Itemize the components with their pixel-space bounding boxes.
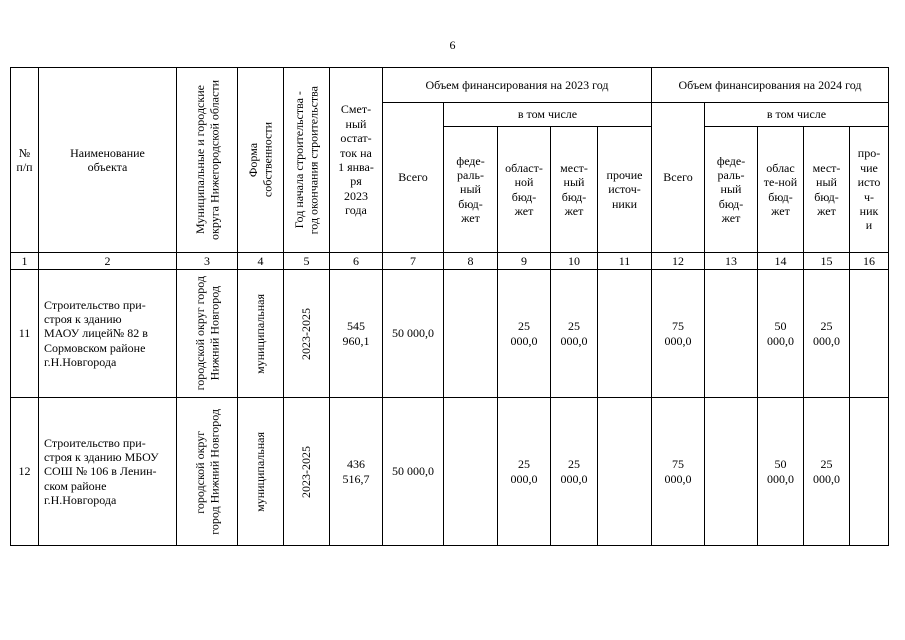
header-ownership-text: Форма собственности [246,122,275,198]
row-local-2023: 25 000,0 [551,398,598,546]
row-other-2023 [598,270,652,398]
row-local-2024: 25 000,0 [804,270,850,398]
row-municipality-text: городской округ город Нижний Новгород [192,408,221,535]
column-number: 14 [758,253,804,270]
column-number: 2 [39,253,177,270]
row-other-2023 [598,398,652,546]
row-local-2024: 25 000,0 [804,398,850,546]
row-ownership [238,270,284,398]
row-regional-2024: 50 000,0 [758,398,804,546]
row-years-text: 2023-2025 [299,445,314,498]
row-federal-2023 [444,270,498,398]
column-number: 5 [284,253,330,270]
column-number: 1 [11,253,39,270]
row-other-2024 [850,270,889,398]
row-total-2024: 75 000,0 [652,398,705,546]
header-including-2023: в том числе [444,103,652,127]
row-regional-2023: 25 000,0 [498,398,551,546]
row-total-2023: 50 000,0 [383,398,444,546]
header-federal-2023: феде- раль- ный бюд- жет [444,127,498,253]
header-num: № п/п [11,68,39,253]
header-municipality [177,68,238,253]
column-number: 11 [598,253,652,270]
column-number: 4 [238,253,284,270]
row-local-2023: 25 000,0 [551,270,598,398]
header-other-2024: про- чие исто ч- ник и [850,127,889,253]
row-balance: 436 516,7 [330,398,383,546]
column-number: 15 [804,253,850,270]
row-years-text: 2023-2025 [299,307,314,360]
row-balance: 545 960,1 [330,270,383,398]
row-years [284,270,330,398]
row-municipality [177,398,238,546]
table-row [11,398,889,546]
row-regional-2023: 25 000,0 [498,270,551,398]
header-other-2023: прочие источ- ники [598,127,652,253]
row-federal-2024 [705,398,758,546]
column-number: 9 [498,253,551,270]
row-num: 11 [11,270,39,398]
row-ownership [238,398,284,546]
column-number: 6 [330,253,383,270]
row-other-2024 [850,398,889,546]
column-number-row [11,253,889,270]
row-municipality-text: городской округ город Нижний Новгород [192,276,221,391]
header-years [284,68,330,253]
column-number: 13 [705,253,758,270]
row-total-2023: 50 000,0 [383,270,444,398]
table-row [11,270,889,398]
header-federal-2024: феде- раль- ный бюд- жет [705,127,758,253]
column-number: 12 [652,253,705,270]
row-ownership-text: муниципальная [253,293,268,374]
financing-table [10,67,889,546]
row-federal-2024 [705,270,758,398]
row-years [284,398,330,546]
column-number: 10 [551,253,598,270]
header-fin-2024: Объем финансирования на 2024 год [652,68,889,103]
header-name: Наименование объекта [39,68,177,253]
column-number: 16 [850,253,889,270]
row-federal-2023 [444,398,498,546]
row-regional-2024: 50 000,0 [758,270,804,398]
header-years-text: Год начала строительства - год окончания строительства [292,85,321,235]
row-name: Строительство при- строя к зданию МАОУ лицей№ 82 в Сормовском районе г.Н.Новгорода [39,270,177,398]
row-total-2024: 75 000,0 [652,270,705,398]
header-local-2024: мест- ный бюд- жет [804,127,850,253]
header-fin-2023: Объем финансирования на 2023 год [383,68,652,103]
header-total-2023: Всего [383,103,444,253]
row-ownership-text: муниципальная [253,431,268,512]
page-number: 6 [449,38,456,52]
column-number: 3 [177,253,238,270]
header-including-2024: в том числе [705,103,889,127]
header-ownership [238,68,284,253]
header-local-2023: мест- ный бюд- жет [551,127,598,253]
header-regional-2024: облас тe-ной бюд- жет [758,127,804,253]
header-regional-2023: област- ной бюд- жет [498,127,551,253]
column-number: 8 [444,253,498,270]
column-number: 7 [383,253,444,270]
row-municipality [177,270,238,398]
row-num: 12 [11,398,39,546]
row-name: Строительство при- строя к зданию МБОУ СОШ № 106 в Ленин- ском районе г.Н.Новгорода [39,398,177,546]
header-balance: Смет- ный остат- ток на 1 янва- ря 2023 года [330,68,383,253]
header-municipality-text: Муниципальные и городские округа Нижегородской области [192,80,221,240]
header-total-2024: Всего [652,103,705,253]
